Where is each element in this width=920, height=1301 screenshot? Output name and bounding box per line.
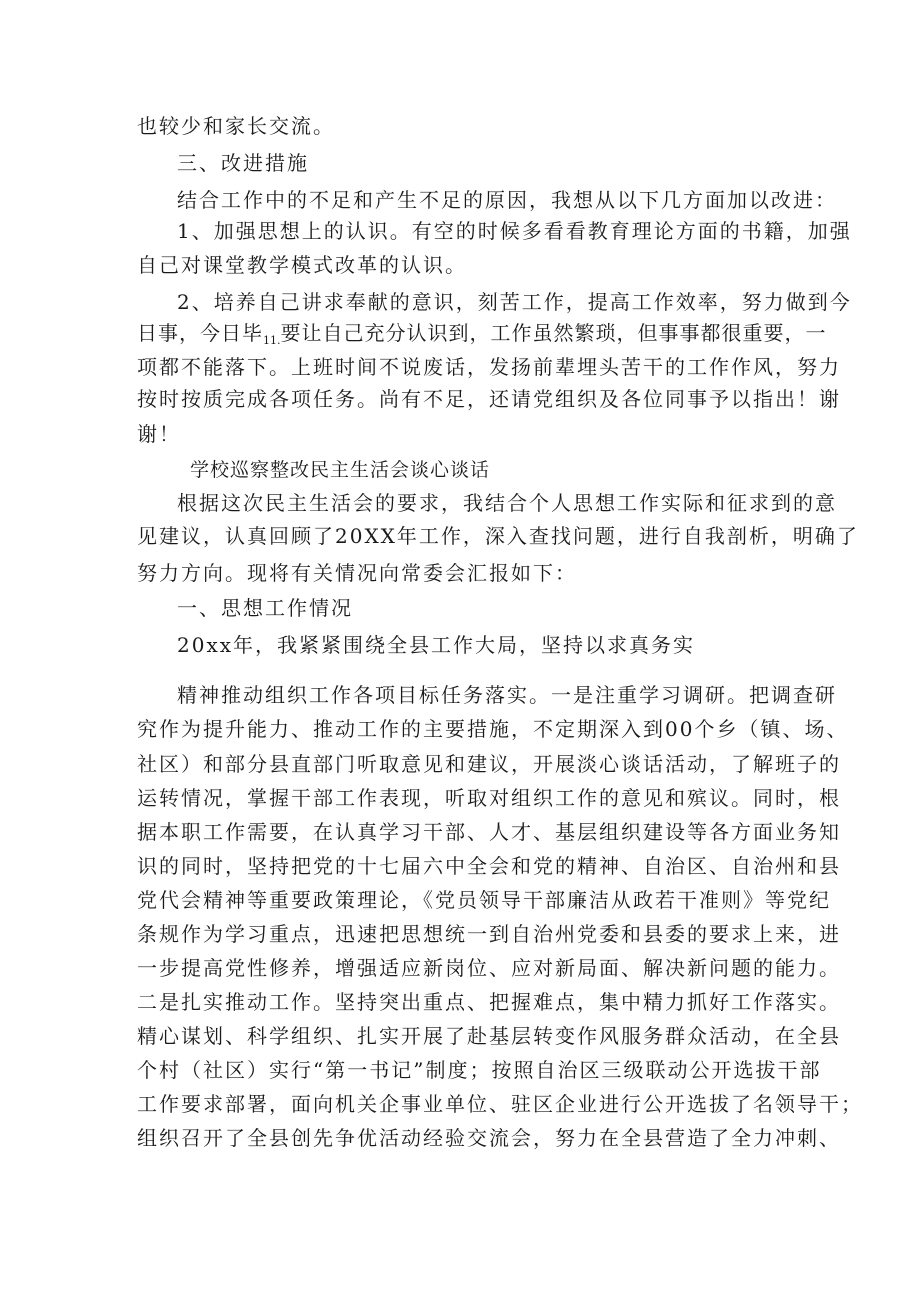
text-line: 精神推动组织工作各项目标任务落实。一是注重学习调研。把调查研 <box>177 683 837 707</box>
text-line: 也较少和家长交流。 <box>137 114 335 138</box>
text-fragment: 要让自己充分认识到，工作虽然繁琐，但事事都很重要，一 <box>280 321 827 345</box>
text-line: 识的同时，坚持把党的十七届六中全会和党的精神、自治区、自治州和县 <box>137 854 841 878</box>
text-line: 自己对课堂教学模式改革的认识。 <box>137 253 467 277</box>
text-line: 精心谋划、科学组织、扎实开展了赴基层转变作风服务群众活动，在全县 <box>137 1024 841 1048</box>
text-line: 见建议，认真回顾了20XX年工作，深入查找问题，进行自我剖析，明确了 <box>137 524 859 548</box>
text-line: 社区）和部分县直部门听取意见和建议，开展淡心谈话活动，了解班子的 <box>137 752 841 776</box>
text-line: 结合工作中的不足和产生不足的原因，我想从以下几方面加以改进： <box>177 188 837 212</box>
text-line: 谢！ <box>137 422 181 446</box>
text-line: 工作要求部署，面向机关企事业单位、驻区企业进行公开选拔了名领导干； <box>137 1092 863 1116</box>
text-line: 个村（社区）实行“第一书记”制度；按照自治区三级联动公开选拔干部 <box>137 1058 822 1082</box>
text-line: 20xx年，我紧紧围绕全县工作大局，坚持以求真务实 <box>177 633 696 657</box>
text-line: 党代会精神等重要政策理论，《党员领导干部廉洁从政若干准则》等党纪 <box>137 888 831 912</box>
text-line: 组织召开了全县创先争优活动经验交流会，努力在全县营造了全力冲刺、 <box>137 1126 841 1150</box>
text-line: 2、培养自己讲求奉献的意识，刻苦工作，提高工作效率，努力做到今 <box>177 290 852 314</box>
article-title: 学校巡察整改民主生活会谈心谈话 <box>190 459 491 481</box>
text-line: 根据这次民主生活会的要求，我结合个人思想工作实际和征求到的意 <box>177 491 837 515</box>
text-line-with-artifact <box>137 319 827 355</box>
scan-artifact-text: 11. <box>263 334 281 347</box>
text-line: 项都不能落下。上班时间不说废话，发扬前辈埋头苦干的工作作风，努力 <box>137 355 841 379</box>
text-line: 二是扎实推动工作。坚持突出重点、把握难点，集中精力抓好工作落实。 <box>137 990 841 1014</box>
text-line: 究作为提升能力、推动工作的主要措施，不定期深入到00个乡（镇、场、 <box>137 717 849 741</box>
text-line: 按时按质完成各项任务。尚有不足，还请党组织及各位同事予以指出！谢 <box>137 387 841 411</box>
text-line: 一步提高党性修养，增强适应新岗位、应对新局面、解决新问题的能力。 <box>137 956 841 980</box>
section-heading: 一、思想工作情况 <box>177 596 353 620</box>
text-line: 努力方向。现将有关情况向常委会汇报如下： <box>137 561 577 585</box>
text-fragment: 日事，今日毕 <box>137 321 263 345</box>
section-heading: 三、改进措施 <box>177 151 309 175</box>
text-line: 1、加强思想上的认识。有空的时候多看看教育理论方面的书籍，加强 <box>177 219 852 243</box>
text-line: 条规作为学习重点，迅速把思想统一到自治州党委和县委的要求上来，进 <box>137 922 841 946</box>
text-line: 据本职工作需要，在认真学习干部、人才、基层组织建设等各方面业务知 <box>137 820 841 844</box>
text-line: 运转情况，掌握干部工作表现，听取对组织工作的意见和殡议。同时，根 <box>137 786 841 810</box>
